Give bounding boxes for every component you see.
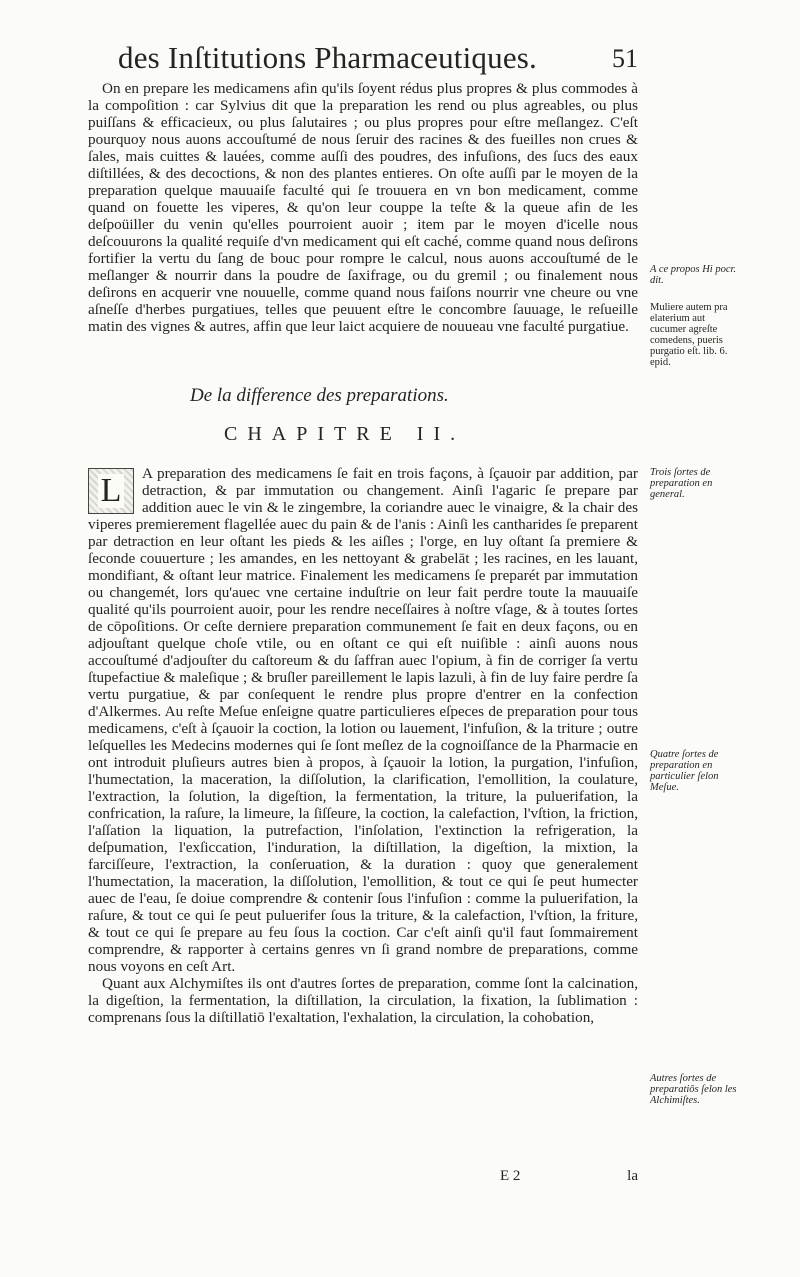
margin-note: Quatre ſortes de preparation en particulier ſelon Meſue.	[650, 749, 719, 793]
body-paragraph: Quant aux Alchymiſtes ils ont d'autres ſortes de preparation, comme ſont la calcination, la digeſtion, la fermentation, la diſtillation, la circulation, la fixation, la ſublimation : comprenans ſous la diſtillatiō l'exaltation, l'exhalation, la circulation, la cohobation,	[88, 975, 638, 1026]
catch-line	[88, 1168, 638, 1186]
running-head	[118, 40, 638, 80]
opening-paragraph	[88, 80, 638, 335]
initial-letter: L	[98, 474, 125, 508]
running-head-title: des Inſtitutions Pharmaceutiques.	[118, 40, 537, 75]
margin-note: Trois ſortes de preparation en general.	[650, 467, 713, 500]
margin-note: Autres ſortes de preparatiōs ſelon les Alchimiſtes.	[650, 1073, 737, 1106]
ornamental-initial	[88, 468, 134, 514]
margin-note: Muliere autem pra elaterium aut cucumer agreſte comedens, pueris purgatio eſt. lib. 6. epid.	[650, 302, 728, 368]
catchword: la	[627, 1168, 638, 1184]
body-paragraph: A preparation des medicamens ſe fait en trois façons, à ſçauoir par addition, par detraction, & par immutation ou changement. Ainſi l'agaric ſe prepare par addition auec le vin & le zingembre, la coriandre auec le vinaigre, & la chair des viperes premierement flagellée auec du pain & de l'anis : Ainſi les cantharides ſe preparent par detraction en leur oſtant les pieds & les aiſles ; l'orge, en luy oſtant ſa premiere & ſeconde couuerture ; les amandes, en les nettoyant & grabelāt ; les racines, en les lauant, mondifiant, & oſtant leur matrice. Finalement les medicamens ſe preparét par immutation ou changemét, lors qu'auec vne certaine induſtrie on leur fait perdre toute la mauuaiſe qualité qu'ils pourroient auoir, pour les rendre neceſſaires à noſtre vſage, & à toutes ſortes de cōpoſitions. Or ceſte derniere preparation communement ſe fait en deux façons, ou en adjouſtant quelque choſe vtile, ou en oſtant ce qui eſt nuiſible : ainſi auons nous accouſtumé d'adjouſter du caſtoreum & du ſaffran auec l'opium, à fin de corriger ſa vertu ſtupefactiue & maleſique ; & bruſler pareillement le lapis lazuli, à fin de luy faire perdre ſa vertu purgatiue, & par conſequent le rendre plus propre d'entrer en la confection d'Alkermes. Au reſte Meſue enſeigne quatre particulieres eſpeces de preparation pour tous medicamens, c'eſt à ſçauoir la coction, la lotion ou lauement, l'infuſion, & la triture ; outre leſquelles les Medecins modernes qui ſe ſont meſlez de la cognoiſſance de la Pharmacie en ont introduit pluſieurs autres bien à propos, à ſçauoir la lotion, la purgation, l'infuſion, l'humectation, la maceration, la diſſolution, la clarification, l'emollition, la coulature, l'extraction, la ſolution, la digeſtion, la fermentation, la triture, la puluerifation, la confrication, la raſure, la limeure, la ſiſſeure, la coction, la calefaction, l'vſtion, la friction, l'aſſation la liquation, la putrefaction, l'inſolation, l'extinction la refrigeration, la deſpumation, l'exſiccation, l'induration, la diſtillation, la digeſtion, la mixtion, la farciſſeure, l'extraction, la conſeruation, & la duration : quoy que generalement l'humectation, la maceration, la diſſolution, l'emollition, & tout ce qui ſe peut humecter auec de l'eau, ſe doiue comprendre & contenir ſous l'infuſion : comme la puluerifation, la raſure, & tout ce qui ſe peut puluerifer ſous la triture, & la calefaction, l'vſtion, la friture, & tout ce qui ſe prepare au feu ſous la coction. Car c'eſt ainſi qu'il faut ſommairement comprendre, & rapporter à certains genres vn ſi grand nombre de preparations, comme nous voyons en ceſt Art.	[88, 465, 638, 975]
chapter-heading: CHAPITRE II.	[224, 423, 466, 445]
margin-note: A ce propos Hi pocr. dit.	[650, 264, 737, 286]
page-number: 51	[612, 44, 638, 73]
section-heading: De la difference des preparations.	[190, 385, 449, 406]
signature-mark: E 2	[500, 1168, 521, 1184]
body-paragraph: On en prepare les medicamens afin qu'ils ſoyent rédus plus propres & plus commodes à la compoſition : car Sylvius dit que la preparation les rend ou plus agreables, ou plus puiſſans & efficacieux, ou plus ſalutaires ; ou plus propres pour eſtre meſlangez. C'eſt pourquoy nous auons accouſtumé de nous ſeruir des racines & des fueilles non crues & ſales, mais cuittes & lauées, comme auſſi des poudres, des infuſions, des ſucs des eaux diſtillées, & des decoctions, & non des plantes entieres. On oſte auſſi par le moyen de la preparation quelque mauuaiſe faculté qui ſe trouuera en vn bon medicament, comme quand on fouette les viperes, & qu'on leur couppe la teſte & la queue afin de les deſpoüiller du venin qu'elles pourroient auoir ; item par le moyen d'icelle nous deſcouurons la qualité requiſe d'vn medicament qui eſt caché, comme quand nous deſirons fortifier la vertu du ſang de bouc pour rompre le calcul, nous auons accouſtumé de le meſlanger & nourrir dans la poudre de ſaxifrage, ou du gremil ; ou finalement nous deſirons en acquerir vne nouuelle, comme quand nous faiſons nourrir vne cheure ou vne aſneſſe d'herbes purgatiues, telles que peuuent eſtre le concombre ſauuage, le reſueille matin des vignes & autres, affin que leur laict acquiere de nouueau vne faculté purgatiue.	[88, 80, 638, 335]
chapter-text	[88, 465, 638, 1026]
